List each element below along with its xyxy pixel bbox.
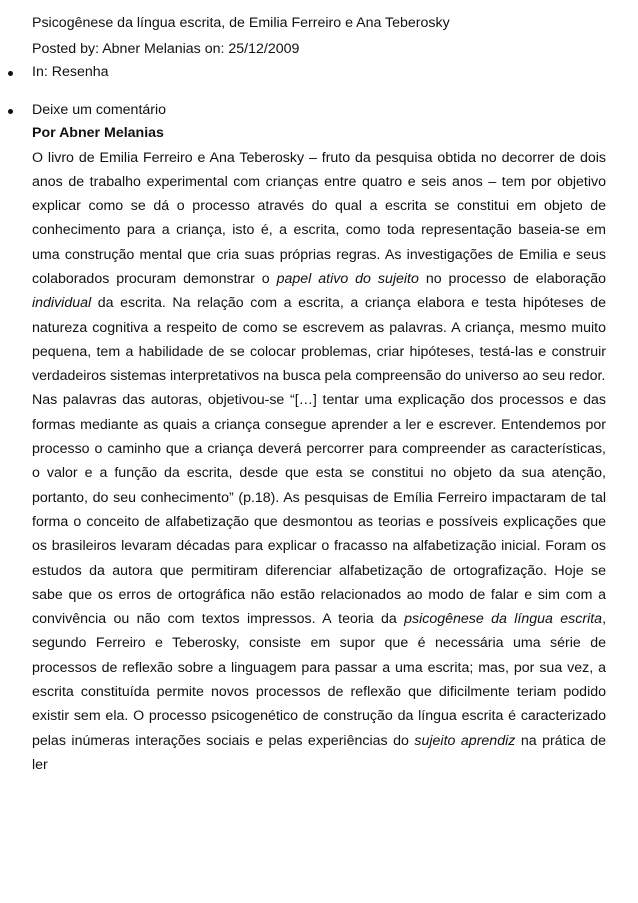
paragraph-1-emphasis-a: papel ativo do sujeito (276, 270, 419, 287)
paragraph-1-emphasis-b: individual (32, 295, 92, 312)
spacer (32, 85, 606, 99)
paragraph-1 (32, 146, 606, 389)
paragraph-1-text-b: no processo de elaboração (418, 270, 606, 287)
paragraph-1-text-c: da escrita. Na relação com a escrita, a criança elabora e testa hipóteses de natureza cognitiva a respeito de como se escrevem as palavras. A criança, mesmo muito pequena, tem a habilidade de se colocar problemas, criar hipóteses, testá-las e construir verdadeiros sistemas interpretativos na busca pela compreensão do universo ao seu redor. (32, 295, 606, 385)
post-title: Psicogênese da língua escrita, de Emilia Ferreiro e Ana Teberosky (32, 15, 450, 31)
author-line: Por Abner Melanias (32, 125, 164, 141)
category-item[interactable]: In: Resenha (32, 61, 606, 85)
paragraph-2-emphasis-b: sujeito aprendiz (414, 732, 516, 749)
comment-link[interactable]: Deixe um comentário (32, 99, 606, 123)
paragraph-2-text-c: na prática de ler (32, 732, 607, 773)
paragraph-2-text-b: , segundo Ferreiro e Teberosky, consiste em supor que é necessária uma série de processos de reflexão sobre a linguagem para passar a uma escrita; mas, por sua vez, a escrita constituída permite novos processos de reflexão que dificilmente teriam podido existir sem ela. O processo psicogenético de construção da língua escrita é caracterizado pelas inúmeras interações sociais e pelas experiências do (32, 611, 607, 749)
paragraph-2 (32, 388, 606, 777)
paragraph-1-text-a: O livro de Emilia Ferreiro e Ana Teberosky – fruto da pesquisa obtida no decorrer de dois anos de trabalho experimental com crianças entre quatro e seis anos – tem por objetivo explicar como se dá o processo através do qual a escrita se constitui em objeto de conhecimento para a criança, isto é, a escrita, como toda representação baseia-se em uma construção mental que cria suas próprias regras. As investigações de Emilia e seus colaborados procuram demonstrar o (32, 149, 606, 287)
page-bottom-margin (0, 887, 638, 903)
document-page (32, 12, 606, 777)
paragraph-2-text-a: Nas palavras das autoras, objetivou-se “[…] tentar uma explicação dos processos e das formas mediante as quais a criança consegue aprender a ler e escrever. Entendemos por processo o caminho que a criança deverá percorrer para compreender as características, o valor e a função da escrita, desde que esta se constitui no objeto da sua atenção, portanto, do seu conhecimento” (p.18). As pesquisas de Emília Ferreiro impactaram de tal forma o conceito de alfabetização que desmontou as teorias e possíveis explicações que os brasileiros levaram décadas para explicar o fracasso na alfabetização inicial. Foram os estudos da autora que permitiram diferenciar alfabetização de ortografização. Hoje se sabe que os erros de ortográfica não estão relacionados ao modo de falar e sim com a convivência ou não com textos impressos. A teoria da (32, 392, 606, 628)
posted-by: Posted by: Abner Melanias on: 25/12/2009 (32, 40, 300, 57)
paragraph-2-emphasis-a: psicogênese da língua escrita (404, 611, 603, 628)
